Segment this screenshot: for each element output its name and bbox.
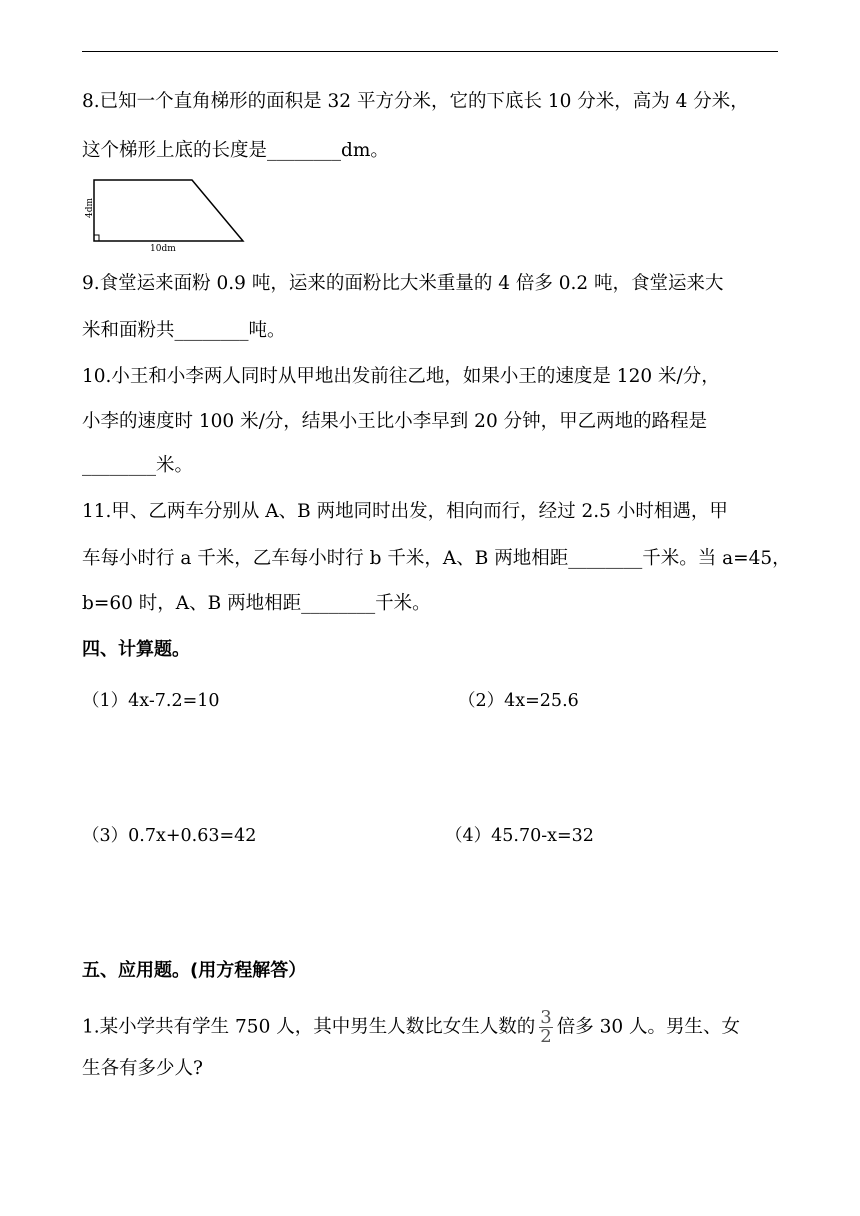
question-9-line-2: 米和面粉共________吨。 — [82, 320, 286, 341]
question-9-line-1: 9.食堂运来面粉 0.9 吨，运来的面粉比大米重量的 4 倍多 0.2 吨，食堂运来大 — [82, 273, 724, 294]
question-11-line-2: 车每小时行 a 千米，乙车每小时行 b 千米，A、B 两地相距________千米。当 a=45， — [82, 548, 791, 569]
trapezoid-figure — [82, 172, 252, 256]
fraction-denominator: 2 — [540, 1026, 552, 1047]
question-10-line-3: ________米。 — [82, 455, 194, 476]
application-question-1-line-2: 生各有多少人? — [82, 1058, 203, 1079]
fraction-three-halves — [539, 1007, 552, 1047]
trapezoid-shape — [94, 180, 243, 241]
trapezoid-height-label: 4dm — [85, 197, 95, 218]
application-question-1-text-a: 1.某小学共有学生 750 人，其中男生人数比女生人数的 — [82, 1016, 536, 1038]
application-question-1-text-b: 倍多 30 人。男生、女 — [556, 1016, 740, 1038]
question-8-line-2: 这个梯形上底的长度是________dm。 — [82, 140, 389, 161]
question-11-line-3: b=60 时，A、B 两地相距________千米。 — [82, 593, 431, 614]
fraction-numerator: 3 — [540, 1007, 552, 1028]
application-question-1-line-1 — [82, 1007, 740, 1047]
equation-3: （3）0.7x+0.63=42 — [82, 826, 257, 846]
section-4-title: 四、计算题。 — [82, 639, 190, 660]
equation-2: （2）4x=25.6 — [458, 691, 579, 711]
header-rule — [82, 51, 778, 52]
section-5-title: 五、应用题。(用方程解答） — [82, 960, 307, 981]
question-8-line-1: 8.已知一个直角梯形的面积是 32 平方分米，它的下底长 10 分米，高为 4 分米， — [82, 91, 749, 112]
question-10-line-2: 小李的速度时 100 米/分，结果小王比小李早到 20 分钟，甲乙两地的路程是 — [82, 411, 708, 432]
trapezoid-base-label: 10dm — [150, 244, 176, 254]
question-10-line-1: 10.小王和小李两人同时从甲地出发前往乙地，如果小王的速度是 120 米/分， — [82, 366, 720, 387]
equation-4: （4）45.70-x=32 — [445, 826, 594, 846]
question-11-line-1: 11.甲、乙两车分别从 A、B 两地同时出发，相向而行，经过 2.5 小时相遇，甲 — [82, 501, 728, 522]
equation-1: （1）4x-7.2=10 — [82, 691, 220, 711]
